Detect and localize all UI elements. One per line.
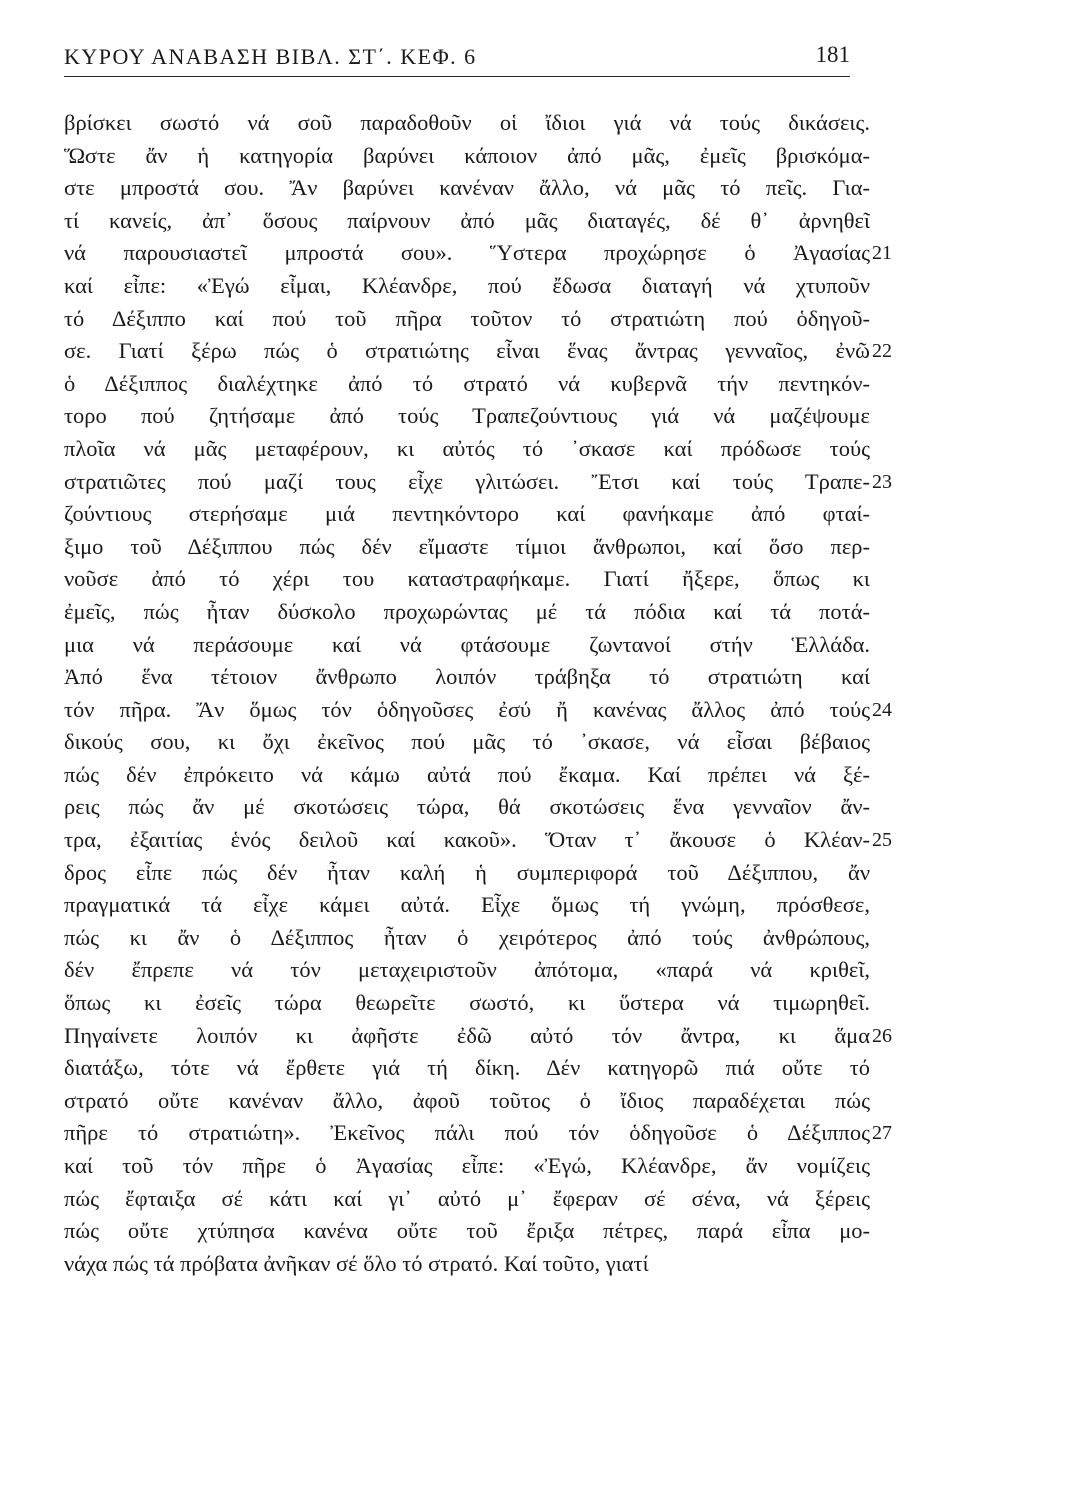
line-text: πώς δέν ἐπρόκειτο νά κάμω αὐτά πού ἔκαμα. Καί πρέπει νά ξέ-	[64, 761, 870, 787]
text-line	[64, 107, 904, 140]
line-text: νά παρουσιαστεῖ μπροστά σου». Ὕστερα προχώρησε ὁ Ἀγασίας	[64, 240, 870, 266]
line-text: πῆρε τό στρατιώτη». Ἐκεῖνος πάλι πού τόν ὁδηγοῦσε ὁ Δέξιππος	[64, 1120, 870, 1146]
text-line	[64, 954, 904, 987]
section-number: 23	[872, 470, 892, 493]
line-text: βρίσκει σωστό νά σοῦ παραδοθοῦν οἱ ἴδιοι γιά νά τούς δικάσεις.	[64, 110, 870, 135]
line-text: ὁ Δέξιππος διαλέχτηκε ἀπό τό στρατό νά κυβερνᾶ τήν πεντηκόν-	[64, 370, 870, 396]
line-text: σε. Γιατί ξέρω πώς ὁ στρατιώτης εἶναι ἕνας ἄντρας γενναῖος, ἐνῶ	[64, 338, 870, 364]
section-number: 27	[872, 1122, 892, 1145]
line-text: νοῦσε ἀπό τό χέρι του καταστραφήκαμε. Γιατί ἤξερε, ὅπως κι	[64, 566, 870, 592]
text-line	[64, 1150, 904, 1183]
text-line	[64, 726, 904, 759]
header-rule	[64, 76, 850, 77]
text-line	[64, 791, 904, 824]
section-number: 26	[872, 1024, 892, 1047]
text-line	[64, 563, 904, 596]
text-line	[64, 531, 904, 564]
text-line	[64, 335, 904, 368]
line-text: ζούντιους στερήσαμε μιά πεντηκόντορο καί φανήκαμε ἀπό φταί-	[64, 501, 870, 527]
line-text: Πηγαίνετε λοιπόν κι ἀφῆστε ἐδῶ αὐτό τόν ἄντρα, κι ἅμα	[64, 1022, 870, 1048]
text-line	[64, 400, 904, 433]
line-text: Ἀπό ἕνα τέτοιον ἄνθρωπο λοιπόν τράβηξα τό στρατιώτη καί	[64, 664, 870, 690]
line-text: καί τοῦ τόν πῆρε ὁ Ἀγασίας εἶπε: «Ἐγώ, Κλέανδρε, ἄν νομίζεις	[64, 1153, 870, 1178]
line-text: πραγματικά τά εἶχε κάμει αὐτά. Εἶχε ὅμως τή γνώμη, πρόσθεσε,	[64, 892, 870, 918]
line-text: στρατιῶτες πού μαζί τους εἶχε γλιτώσει. Ἔτσι καί τούς Τραπε-	[64, 468, 870, 494]
line-text: ξιμο τοῦ Δέξιππου πώς δέν εἴμαστε τίμιοι ἄνθρωποι, καί ὅσο περ-	[64, 533, 870, 559]
line-text: τρα, ἐξαιτίας ἑνός δειλοῦ καί κακοῦ». Ὅταν τ᾿ ἄκουσε ὁ Κλέαν-	[64, 827, 870, 853]
text-line	[64, 889, 904, 922]
line-text: τί κανείς, ἀπ᾿ ὅσους παίρνουν ἀπό μᾶς διαταγές, δέ θ᾿ ἀρνηθεῖ	[64, 207, 870, 233]
line-text: ἐμεῖς, πώς ἦταν δύσκολο προχωρώντας μέ τά πόδια καί τά ποτά-	[64, 598, 870, 624]
line-text: πώς ἔφταιξα σέ κάτι καί γι᾿ αὐτό μ᾿ ἔφεραν σέ σένα, νά ξέρεις	[64, 1185, 870, 1211]
text-line	[64, 1117, 904, 1150]
line-text: ὅπως κι ἐσεῖς τώρα θεωρεῖτε σωστό, κι ὕστερα νά τιμωρηθεῖ.	[64, 990, 870, 1016]
text-line	[64, 661, 904, 694]
text-line	[64, 922, 904, 955]
section-number: 21	[872, 242, 892, 265]
text-line	[64, 1215, 904, 1248]
running-header	[64, 40, 850, 76]
line-text: στε μπροστά σου. Ἄν βαρύνει κανέναν ἄλλο, νά μᾶς τό πεῖς. Για-	[64, 175, 870, 201]
text-line	[64, 368, 904, 401]
line-text: δέν ἔπρεπε νά τόν μεταχειριστοῦν ἀπότομα, «παρά νά κριθεῖ,	[64, 957, 870, 983]
text-line	[64, 237, 904, 270]
text-line	[64, 270, 904, 303]
line-text: μια νά περάσουμε καί νά φτάσουμε ζωντανοί στήν Ἑλλάδα.	[64, 631, 870, 657]
line-text: πλοῖα νά μᾶς μεταφέρουν, κι αὐτός τό ᾽σκασε καί πρόδωσε τούς	[64, 435, 870, 461]
text-line	[64, 1020, 904, 1053]
text-line	[64, 205, 904, 238]
line-text: τορο πού ζητήσαμε ἀπό τούς Τραπεζούντιους γιά νά μαζέψουμε	[64, 403, 870, 429]
line-text: διατάξω, τότε νά ἔρθετε γιά τή δίκη. Δέν κατηγορῶ πιά οὔτε τό	[64, 1055, 870, 1081]
text-line	[64, 1052, 904, 1085]
text-line	[64, 433, 904, 466]
text-line	[64, 1085, 904, 1118]
line-text: πώς οὔτε χτύπησα κανένα οὔτε τοῦ ἔριξα πέτρες, παρά εἶπα μο-	[64, 1218, 870, 1244]
line-text: ρεις πώς ἄν μέ σκοτώσεις τώρα, θά σκοτώσεις ἕνα γενναῖον ἄν-	[64, 794, 870, 820]
line-text: τό Δέξιππο καί πού τοῦ πῆρα τοῦτον τό στρατιώτη πού ὁδηγοῦ-	[64, 305, 870, 331]
text-line	[64, 1183, 904, 1216]
section-number: 25	[872, 829, 892, 852]
text-line	[64, 824, 904, 857]
text-line	[64, 759, 904, 792]
text-line	[64, 694, 904, 727]
line-text: καί εἶπε: «Ἐγώ εἶμαι, Κλέανδρε, πού ἔδωσα διαταγή νά χτυποῦν	[64, 272, 870, 298]
body-text	[64, 107, 904, 1280]
text-line	[64, 857, 904, 890]
text-line	[64, 1248, 904, 1281]
line-text: νάχα πώς τά πρόβατα ἀνῆκαν σέ ὅλο τό στρατό. Καί τοῦτο, γιατί	[64, 1250, 649, 1276]
text-line	[64, 140, 904, 173]
text-line	[64, 987, 904, 1020]
text-line	[64, 498, 904, 531]
text-line	[64, 596, 904, 629]
text-line	[64, 303, 904, 336]
line-text: στρατό οὔτε κανέναν ἄλλο, ἀφοῦ τοῦτος ὁ ἴδιος παραδέχεται πώς	[64, 1087, 870, 1113]
section-number: 22	[872, 340, 892, 363]
line-text: τόν πῆρα. Ἄν ὅμως τόν ὁδηγοῦσες ἐσύ ἤ κανένας ἄλλος ἀπό τούς	[64, 696, 870, 722]
section-number: 24	[872, 698, 892, 721]
line-text: δρος εἶπε πώς δέν ἦταν καλή ἡ συμπεριφορά τοῦ Δέξιππου, ἄν	[64, 859, 870, 885]
text-line	[64, 466, 904, 499]
line-text: Ὥστε ἄν ἡ κατηγορία βαρύνει κάποιον ἀπό μᾶς, ἐμεῖς βρισκόμα-	[64, 142, 870, 168]
text-line	[64, 172, 904, 205]
text-line	[64, 629, 904, 662]
line-text: δικούς σου, κι ὄχι ἐκεῖνος πού μᾶς τό ᾽σκασε, νά εἶσαι βέβαιος	[64, 729, 870, 755]
page-number: 181	[815, 42, 850, 67]
running-title: ΚΥΡΟΥ ΑΝΑΒΑΣΗ ΒΙΒΛ. ΣΤ΄. ΚΕΦ. 6	[64, 44, 477, 69]
line-text: πώς κι ἄν ὁ Δέξιππος ἦταν ὁ χειρότερος ἀπό τούς ἀνθρώπους,	[64, 924, 870, 950]
